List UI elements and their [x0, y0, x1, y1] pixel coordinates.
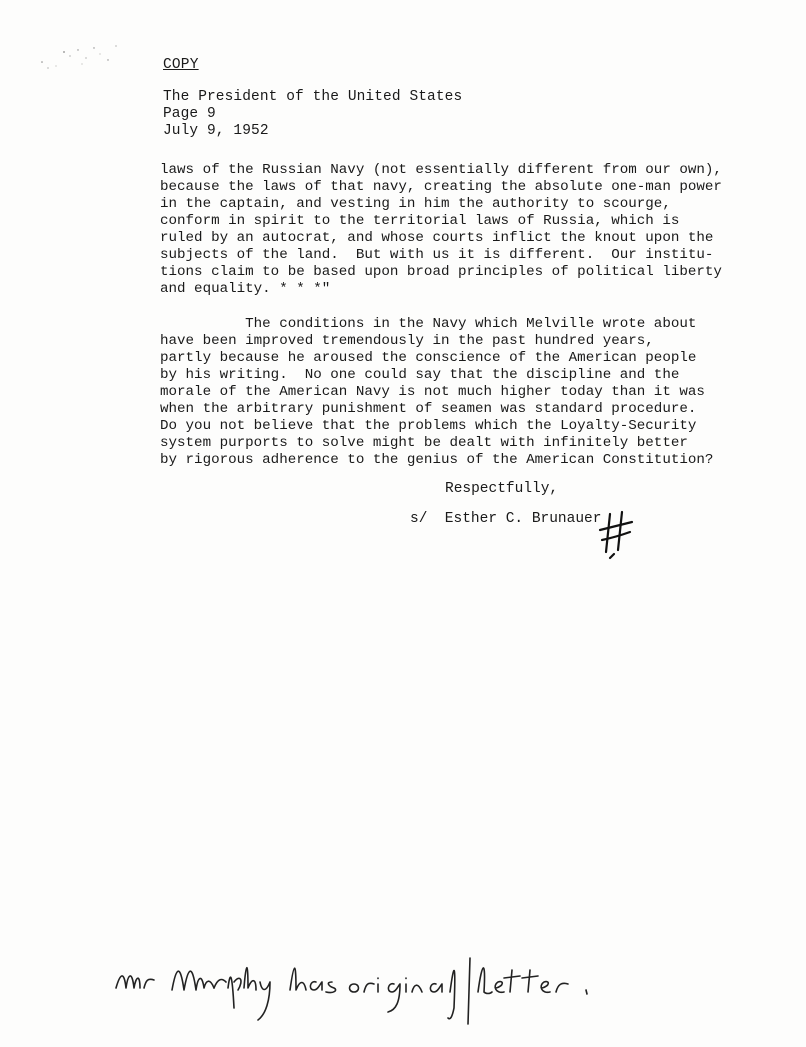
closing-salutation: Respectfully,	[445, 481, 559, 497]
handwritten-initial-mark	[596, 510, 636, 560]
copy-label: COPY	[163, 57, 199, 73]
text-line: because the laws of that navy, creating the absolute one-man power	[160, 179, 722, 195]
text-line: partly because he aroused the conscience of the American people	[160, 350, 697, 366]
text-line: ruled by an autocrat, and whose courts inflict the knout upon the	[160, 230, 714, 246]
text-line: when the arbitrary punishment of seamen was standard procedure.	[160, 401, 697, 417]
text-line: in the captain, and vesting in him the authority to scourge,	[160, 196, 671, 212]
handwritten-note	[110, 948, 630, 1028]
text-line: conform in spirit to the territorial laws of Russia, which is	[160, 213, 680, 229]
signature-line: s/ Esther C. Brunauer	[410, 511, 602, 527]
page-number-line: Page 9	[163, 106, 216, 122]
text-line: subjects of the land. But with us it is different. Our institu-	[160, 247, 714, 263]
paper-speckles	[34, 40, 124, 80]
text-line: have been improved tremendously in the past hundred years,	[160, 333, 654, 349]
recipient-line: The President of the United States	[163, 89, 463, 105]
text-line: laws of the Russian Navy (not essentially different from our own),	[160, 162, 722, 178]
text-line: system purports to solve might be dealt with infinitely better	[160, 435, 688, 451]
text-line: and equality. * * *"	[160, 281, 331, 297]
date-line: July 9, 1952	[163, 123, 269, 139]
text-line: The conditions in the Navy which Melville wrote about	[160, 316, 697, 332]
text-line: tions claim to be based upon broad principles of political liberty	[160, 264, 722, 280]
text-line: morale of the American Navy is not much higher today than it was	[160, 384, 705, 400]
text-line: by his writing. No one could say that the discipline and the	[160, 367, 680, 383]
text-line: Do you not believe that the problems which the Loyalty-Security	[160, 418, 697, 434]
text-line: by rigorous adherence to the genius of the American Constitution?	[160, 452, 714, 468]
